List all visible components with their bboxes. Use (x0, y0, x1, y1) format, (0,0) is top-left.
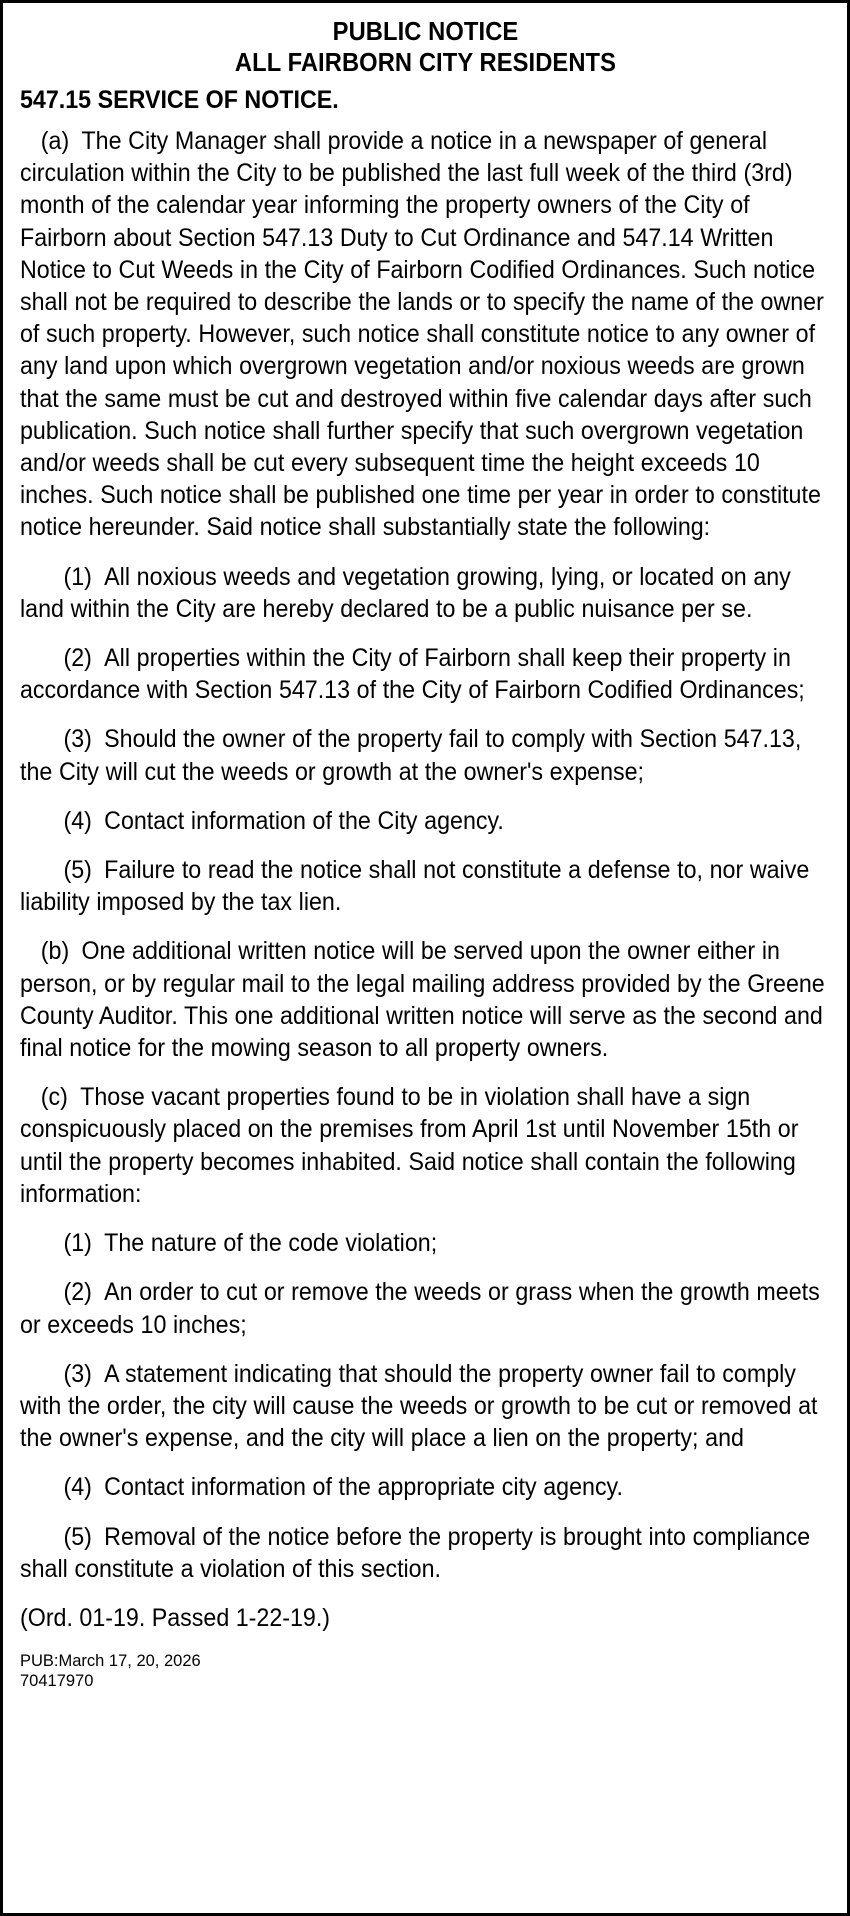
paragraph-text: The nature of the code violation; (104, 1230, 438, 1258)
paragraph-label: (5) (63, 1523, 92, 1551)
notice-paragraph (20, 1359, 831, 1456)
ordinance-citation: (Ord. 01-19. Passed 1-22-19.) (20, 1604, 331, 1632)
paragraph-text: Contact information of the appropriate city agency. (104, 1474, 623, 1502)
paragraph-label: (b) (40, 938, 70, 966)
paragraph-text: An order to cut or remove the weeds or grass when the growth meets or exceeds 10 inches; (20, 1279, 820, 1339)
paragraph-label: (3) (63, 726, 92, 754)
paragraph-text: One additional written notice will be served upon the owner either in person, or by regular mail to the legal mailing address provided by the Greene County Auditor. This one additional written notice will serve as the second and final notice for the mowing season to all property owners. (20, 938, 825, 1063)
paragraph-text: All noxious weeds and vegetation growing, lying, or located on any land within the City are hereby declared to be a public nuisance per se. (20, 563, 791, 623)
notice-paragraph (20, 724, 831, 788)
paragraph-text: Failure to read the notice shall not constitute a defense to, nor waive liability imposed by the tax lien. (20, 857, 810, 917)
paragraph-label: (4) (63, 1474, 92, 1502)
notice-paragraph (20, 1277, 831, 1341)
notice-content-area (3, 3, 847, 1913)
notice-paragraph (20, 936, 831, 1065)
paragraph-text: Should the owner of the property fail to comply with Section 547.13, the City will cut the weeds or growth at the owner's expense; (20, 726, 802, 786)
notice-heading-line-1: PUBLIC NOTICE (332, 18, 519, 46)
notice-paragraph (20, 1082, 831, 1211)
paragraph-text: A statement indicating that should the property owner fail to comply with the order, the city will cause the weeds or growth to be cut or removed at the owner's expense, and the city will place a lien on the property; and (20, 1360, 818, 1453)
notice-paragraph (20, 855, 831, 919)
notice-paragraph (20, 562, 831, 626)
paragraph-label: (1) (63, 563, 92, 591)
section-heading: 547.15 SERVICE OF NOTICE. (20, 86, 339, 114)
notice-heading-line-2: ALL FAIRBORN CITY RESIDENTS (234, 49, 617, 77)
publication-date: PUB:March 17, 20, 2026 (20, 1651, 201, 1670)
notice-paragraph (20, 806, 831, 838)
publication-id: 70417970 (20, 1672, 94, 1691)
notice-heading (20, 17, 831, 79)
paragraph-text: Removal of the notice before the property is brought into compliance shall constitute a violation of this section. (20, 1523, 811, 1583)
paragraph-label: (4) (63, 807, 92, 835)
notice-paragraph (20, 643, 831, 707)
notice-paragraph (20, 126, 831, 545)
paragraph-label: (5) (63, 857, 92, 885)
paragraph-text: The City Manager shall provide a notice in a newspaper of general circulation within the City to be published the last full week of the third (3rd) month of the calendar year informing the property owners of the City of Fairborn about Section 547.13 Duty to Cut Ordinance and 547.14 Written Notice to Cut Weeds in the City of Fairborn Codified Ordinances. Such notice shall not be required to describe the lands or to specify the name of the owner of such property. However, such notice shall constitute notice to any owner of any land upon which overgrown vegetation and/or noxious weeds are grown that the same must be cut and destroyed within five calendar days after such publication. Such notice shall further specify that such overgrown vegetation and/or weeds shall be cut every subsequent time the height exceeds 10 inches. Such notice shall be published one time per year in order to constitute notice hereunder. Said notice shall substantially state the following: (20, 128, 824, 542)
paragraph-label: (c) (40, 1084, 68, 1112)
notice-paragraph (20, 1228, 831, 1260)
paragraph-text: Contact information of the City agency. (104, 807, 504, 835)
paragraph-label: (a) (40, 128, 70, 155)
paragraph-label: (2) (63, 645, 92, 673)
publication-info (20, 1651, 831, 1692)
paragraph-text: All properties within the City of Fairborn shall keep their property in accordance with Section 547.13 of the City of Fairborn Codified Ordinances; (20, 645, 805, 705)
paragraph-text: Those vacant properties found to be in violation shall have a sign conspicuously placed on the premises from April 1st until November 15th or until the property becomes inhabited. Said notice shall contain the following information: (20, 1084, 799, 1208)
paragraph-label: (2) (63, 1279, 92, 1307)
paragraph-label: (3) (63, 1360, 92, 1388)
notice-paragraph (20, 1472, 831, 1504)
notice-body (20, 126, 831, 1586)
paragraph-label: (1) (63, 1230, 92, 1258)
notice-paragraph (20, 1522, 831, 1586)
